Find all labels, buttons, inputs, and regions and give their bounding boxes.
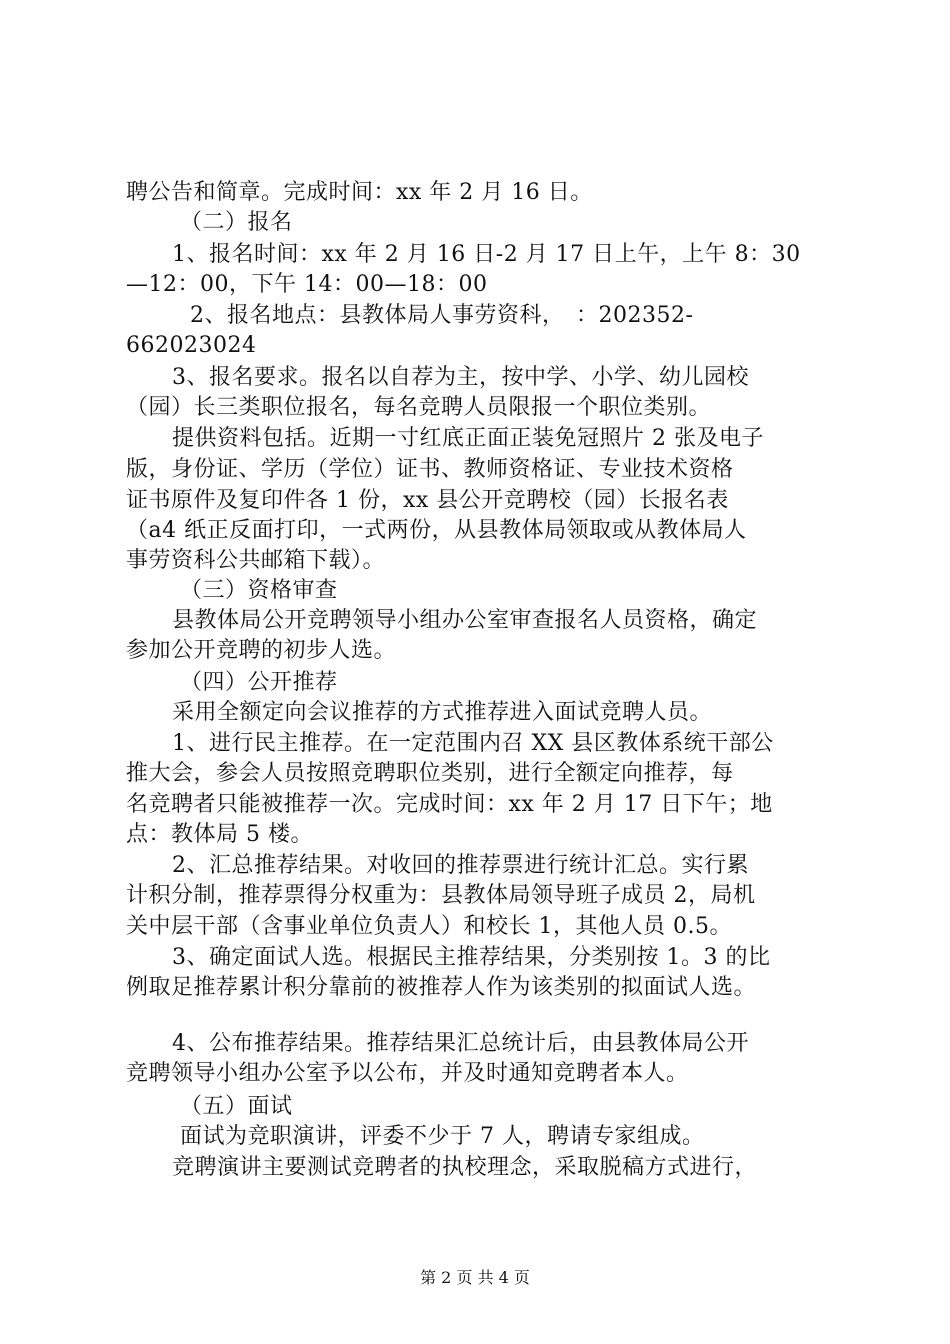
text-line: 1、报名时间：xx 年 2 月 16 日-2 月 17 日上午，上午 8：30: [172, 242, 801, 267]
text-line: 聘公告和简章。完成时间：xx 年 2 月 16 日。: [126, 180, 593, 205]
text-line: 证书原件及复印件各 1 份，xx 县公开竞聘校（园）长报名表: [126, 488, 729, 513]
text-line: 3、确定面试人选。根据民主推荐结果，分类别按 1。3 的比: [172, 945, 771, 970]
text-line: 提供资料包括。近期一寸红底正面正装免冠照片 2 张及电子: [172, 426, 764, 451]
text-line: 竞聘演讲主要测试竞聘者的执校理念，采取脱稿方式进行，: [172, 1155, 758, 1180]
section-heading: （五）面试: [180, 1094, 293, 1119]
section-heading: （四）公开推荐: [180, 670, 338, 695]
text-line: 2、汇总推荐结果。对收回的推荐票进行统计汇总。实行累: [172, 853, 749, 878]
text-line: 3、报名要求。报名以自荐为主，按中学、小学、幼儿园校: [172, 365, 749, 390]
text-line: 事劳资科公共邮箱下载）。: [126, 548, 386, 573]
text-line: 采用全额定向会议推荐的方式推荐进入面试竞聘人员。: [172, 700, 713, 725]
section-heading: （三）资格审查: [180, 578, 338, 603]
text-line: 县教体局公开竞聘领导小组办公室审查报名人员资格，确定: [172, 608, 758, 633]
text-line: 662023024: [126, 333, 257, 358]
text-line: （园）长三类职位报名，每名竞聘人员限报一个职位类别。: [126, 395, 712, 420]
text-line: 点：教体局 5 楼。: [126, 822, 313, 847]
page-footer: 第 2 页 共 4 页: [420, 1268, 530, 1287]
text-line: 推大会，参会人员按照竞聘职位类别，进行全额定向推荐，每: [126, 761, 734, 786]
text-line: 2、报名地点：县教体局人事劳资科， ：202352-: [190, 303, 694, 328]
text-line: —12：00，下午 14：00—18：00: [126, 272, 488, 297]
text-line: （a4 纸正反面打印，一式两份，从县教体局领取或从教体局人: [126, 518, 747, 543]
section-heading: （二）报名: [180, 210, 293, 235]
text-line: 竞聘领导小组办公室予以公布，并及时通知竞聘者本人。: [126, 1061, 689, 1086]
text-line: 关中层干部（含事业单位负责人）和校长 1，其他人员 0.5。: [126, 914, 732, 939]
text-line: 参加公开竞聘的初步人选。: [126, 638, 397, 663]
text-line: 面试为竞职演讲，评委不少于 7 人，聘请专家组成。: [180, 1124, 705, 1149]
text-line: 计积分制，推荐票得分权重为：县教体局领导班子成员 2，局机: [126, 883, 756, 908]
text-line: 名竞聘者只能被推荐一次。完成时间：xx 年 2 月 17 日下午；地: [126, 792, 773, 817]
text-line: 1、进行民主推荐。在一定范围内召 XX 县区教体系统干部公: [172, 731, 774, 756]
text-line: 4、公布推荐结果。推荐结果汇总统计后，由县教体局公开: [172, 1031, 749, 1056]
text-line: 例取足推荐累计积分靠前的被推荐人作为该类别的拟面试人选。: [126, 975, 757, 1000]
text-line: 版，身份证、学历（学位）证书、教师资格证、专业技术资格: [126, 457, 734, 482]
